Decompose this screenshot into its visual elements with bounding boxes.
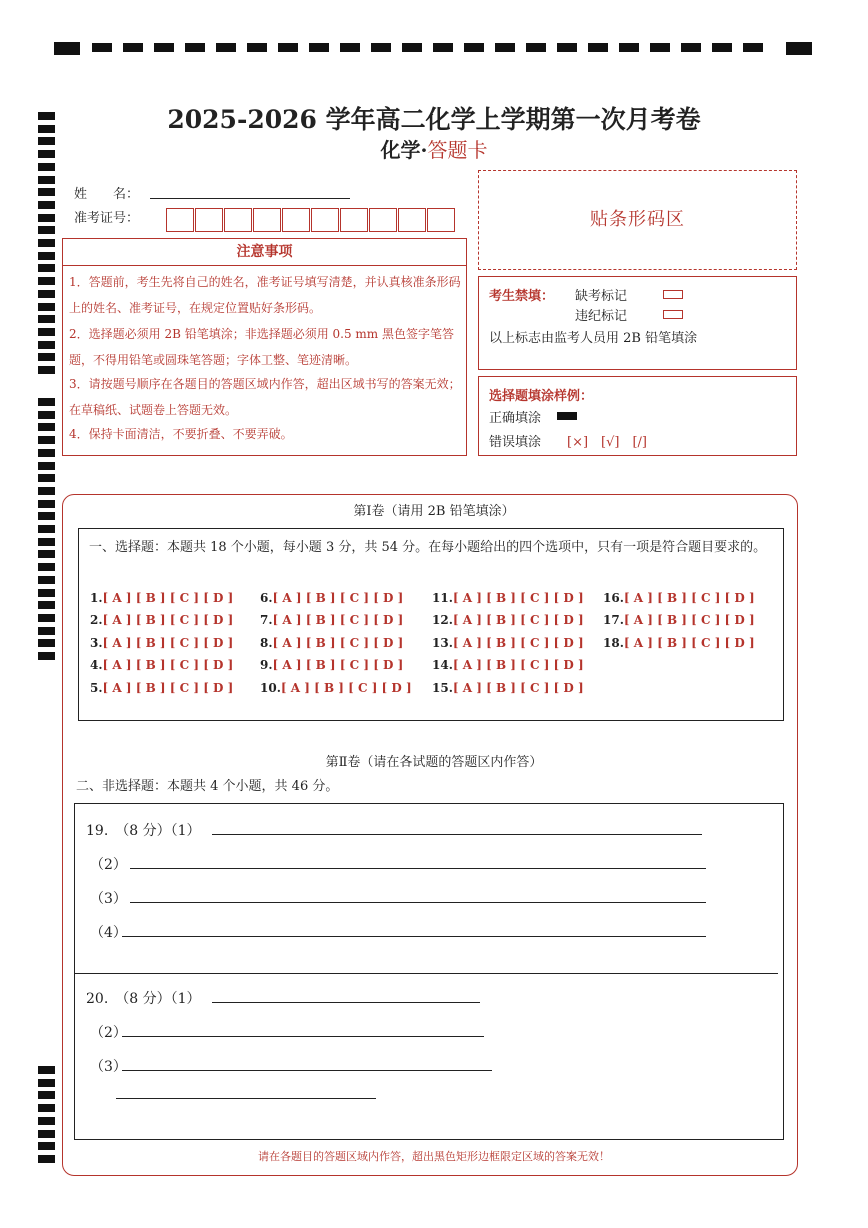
choice-number: 18. <box>603 636 624 650</box>
timing-mark <box>38 303 55 311</box>
choice-options[interactable]: [ A ] [ B ] [ C ] [ D ] <box>102 591 234 605</box>
timing-mark <box>38 290 55 298</box>
part1-heading: 第Ⅰ卷（请用 2B 铅笔填涂） <box>353 504 515 519</box>
choice-row-4[interactable] <box>90 658 233 672</box>
timing-mark <box>38 1066 55 1074</box>
correct-fill-sample <box>557 412 577 420</box>
q19-sub-4: （4） <box>90 925 127 941</box>
notice-heading: 注意事项 <box>63 239 466 266</box>
forbidden-note: 以上标志由监考人员用 2B 铅笔填涂 <box>489 331 698 346</box>
timing-mark <box>38 201 55 209</box>
choice-number: 10. <box>260 681 281 695</box>
timing-mark <box>38 1104 55 1112</box>
choice-row-12[interactable] <box>432 613 584 627</box>
forbidden-heading: 考生禁填： <box>489 289 555 304</box>
timing-mark <box>38 436 55 444</box>
choice-options[interactable]: [ A ] [ B ] [ C ] [ D ] <box>280 681 412 695</box>
subtitle-separator: · <box>420 138 428 162</box>
barcode-area <box>478 170 797 270</box>
timing-mark <box>38 353 55 361</box>
correct-fill-label: 正确填涂 <box>489 411 542 426</box>
choice-number: 8. <box>260 636 273 650</box>
choice-row-11[interactable] <box>432 591 584 605</box>
choice-options[interactable]: [ A ] [ B ] [ C ] [ D ] <box>623 591 755 605</box>
timing-mark <box>38 601 55 609</box>
q20-answer-line-1[interactable] <box>212 1002 480 1003</box>
timing-mark <box>38 627 55 635</box>
timing-mark <box>38 214 55 222</box>
absent-label: 缺考标记 <box>575 289 628 304</box>
timing-mark <box>38 538 55 546</box>
timing-mark <box>38 487 55 495</box>
choice-number: 3. <box>90 636 103 650</box>
part2-heading: 第Ⅱ卷（请在各试题的答题区内作答） <box>325 755 543 770</box>
timing-mark <box>38 614 55 622</box>
timing-mark <box>38 576 55 584</box>
subtitle-card: 答题卡 <box>427 138 488 162</box>
timing-mark <box>38 277 55 285</box>
choice-row-13[interactable] <box>432 636 584 650</box>
choice-row-17[interactable] <box>603 613 755 627</box>
choice-number: 5. <box>90 681 103 695</box>
choice-options[interactable]: [ A ] [ B ] [ C ] [ D ] <box>102 636 234 650</box>
timing-mark <box>38 328 55 336</box>
timing-mark <box>38 366 55 374</box>
choice-row-9[interactable] <box>260 658 403 672</box>
choice-row-6[interactable] <box>260 591 403 605</box>
choice-number: 11. <box>432 591 453 605</box>
timing-mark <box>38 341 55 349</box>
violation-mark-box[interactable] <box>663 310 683 319</box>
timing-mark <box>38 589 55 597</box>
timing-mark <box>38 639 55 647</box>
choice-number: 9. <box>260 658 273 672</box>
timing-mark <box>38 1117 55 1125</box>
choice-options[interactable]: [ A ] [ B ] [ C ] [ D ] <box>102 658 234 672</box>
choice-options[interactable]: [ A ] [ B ] [ C ] [ D ] <box>623 613 755 627</box>
choice-row-8[interactable] <box>260 636 403 650</box>
choice-instruction: 一、选择题：本题共 18 个小题，每小题 3 分，共 54 分。在每小题给出的四个选项中，只有一项是符合题目要求的。 <box>89 540 767 555</box>
choice-options[interactable]: [ A ] [ B ] [ C ] [ D ] <box>272 613 404 627</box>
q20-answer-line-4[interactable] <box>116 1098 376 1099</box>
timing-mark <box>38 226 55 234</box>
choice-options[interactable]: [ A ] [ B ] [ C ] [ D ] <box>272 636 404 650</box>
q19-answer-line-1[interactable] <box>212 834 702 835</box>
notice-item: 3．请按题号顺序在各题目的答题区域内作答，超出区域书写的答案无效；在草稿纸、试题卷上答题无效。 <box>69 377 461 417</box>
choice-number: 12. <box>432 613 453 627</box>
q20-label: 20. （8 分）（1） <box>86 991 201 1007</box>
choice-number: 16. <box>603 591 624 605</box>
footer-warning: 请在各题目的答题区域内作答，超出黑色矩形边框限定区域的答案无效！ <box>258 1150 610 1163</box>
page-subtitle <box>0 134 868 163</box>
timing-mark <box>38 239 55 247</box>
timing-mark <box>38 1079 55 1087</box>
choice-options[interactable]: [ A ] [ B ] [ C ] [ D ] <box>102 613 234 627</box>
choice-options[interactable]: [ A ] [ B ] [ C ] [ D ] <box>452 681 584 695</box>
timing-mark <box>38 411 55 419</box>
q19-sub-3: （3） <box>90 891 127 907</box>
choice-row-15[interactable] <box>432 681 584 695</box>
timing-mark <box>38 252 55 260</box>
question-divider <box>74 973 778 974</box>
q20-answer-line-3[interactable] <box>122 1070 492 1071</box>
timing-mark <box>38 264 55 272</box>
name-line[interactable] <box>150 198 350 199</box>
page-title: 2025-2026 学年高二化学上学期第一次月考卷 <box>167 105 701 134</box>
timing-mark <box>38 1091 55 1099</box>
barcode-label: 贴条形码区 <box>590 209 685 230</box>
choice-number: 15. <box>432 681 453 695</box>
notice-box <box>62 238 467 456</box>
q19-sub-2: （2） <box>90 857 127 873</box>
choice-row-14[interactable] <box>432 658 584 672</box>
choice-number: 2. <box>90 613 103 627</box>
choice-row-2[interactable] <box>90 613 233 627</box>
choice-row-18[interactable] <box>603 636 755 650</box>
timing-mark <box>38 163 55 171</box>
timing-mark <box>38 462 55 470</box>
choice-row-10[interactable] <box>260 681 412 695</box>
open-answer-box <box>74 803 784 1140</box>
choice-number: 6. <box>260 591 273 605</box>
timing-mark <box>38 525 55 533</box>
q19-answer-line-3[interactable] <box>130 902 706 903</box>
timing-mark <box>38 176 55 184</box>
choice-number: 14. <box>432 658 453 672</box>
wrong-fill-samples: [×] [√] [/] <box>567 435 647 450</box>
part2-instruction: 二、非选择题：本题共 4 个小题，共 46 分。 <box>76 779 339 794</box>
choice-row-1[interactable] <box>90 591 233 605</box>
fill-example-box <box>478 376 797 456</box>
choice-number: 1. <box>90 591 103 605</box>
timing-mark <box>38 474 55 482</box>
choice-number: 13. <box>432 636 453 650</box>
timing-mark <box>38 315 55 323</box>
choice-options[interactable]: [ A ] [ B ] [ C ] [ D ] <box>452 636 584 650</box>
choice-options[interactable]: [ A ] [ B ] [ C ] [ D ] <box>452 658 584 672</box>
choice-options[interactable]: [ A ] [ B ] [ C ] [ D ] <box>102 681 234 695</box>
choice-options[interactable]: [ A ] [ B ] [ C ] [ D ] <box>272 591 404 605</box>
q19-label: 19. （8 分）（1） <box>86 823 201 839</box>
q20-answer-line-2[interactable] <box>122 1036 484 1037</box>
q19-answer-line-2[interactable] <box>130 868 706 869</box>
wrong-fill-label: 错误填涂 <box>489 435 542 450</box>
choice-options[interactable]: [ A ] [ B ] [ C ] [ D ] <box>272 658 404 672</box>
notice-item: 4．保持卡面清洁，不要折叠、不要弄破。 <box>69 427 293 441</box>
timing-mark <box>38 563 55 571</box>
q19-answer-line-4[interactable] <box>122 936 706 937</box>
forbidden-box <box>478 276 797 370</box>
timing-mark <box>38 652 55 660</box>
choice-row-16[interactable] <box>603 591 755 605</box>
choice-number: 7. <box>260 613 273 627</box>
timing-mark <box>38 188 55 196</box>
choice-row-7[interactable] <box>260 613 403 627</box>
violation-label: 违纪标记 <box>575 309 628 324</box>
timing-mark <box>38 449 55 457</box>
name-label: 姓 名： <box>74 187 140 202</box>
choice-number: 4. <box>90 658 103 672</box>
q20-sub-2: （2） <box>90 1025 127 1041</box>
subtitle-subject: 化学 <box>380 138 421 162</box>
choice-row-3[interactable] <box>90 636 233 650</box>
timing-mark <box>38 1130 55 1138</box>
choice-number: 17. <box>603 613 624 627</box>
notice-item: 2．选择题必须用 2B 铅笔填涂；非选择题必须用 0.5 mm 黑色签字笔答题，不得用铅笔或圆珠笔答题；字体工整、笔迹清晰。 <box>69 327 455 367</box>
choice-options[interactable]: [ A ] [ B ] [ C ] [ D ] <box>623 636 755 650</box>
fill-example-heading: 选择题填涂样例： <box>489 389 594 404</box>
timing-mark <box>38 423 55 431</box>
notice-item: 1．答题前，考生先将自己的姓名，准考证号填写清楚，并认真核准条形码上的姓名、准考证号，在规定位置贴好条形码。 <box>69 275 461 315</box>
q20-sub-3: （3） <box>90 1059 127 1075</box>
exam-id-label: 准考证号： <box>74 211 140 226</box>
choice-options[interactable]: [ A ] [ B ] [ C ] [ D ] <box>452 613 584 627</box>
choice-options[interactable]: [ A ] [ B ] [ C ] [ D ] <box>452 591 584 605</box>
absent-mark-box[interactable] <box>663 290 683 299</box>
timing-mark <box>38 398 55 406</box>
timing-mark <box>38 550 55 558</box>
choice-row-5[interactable] <box>90 681 233 695</box>
